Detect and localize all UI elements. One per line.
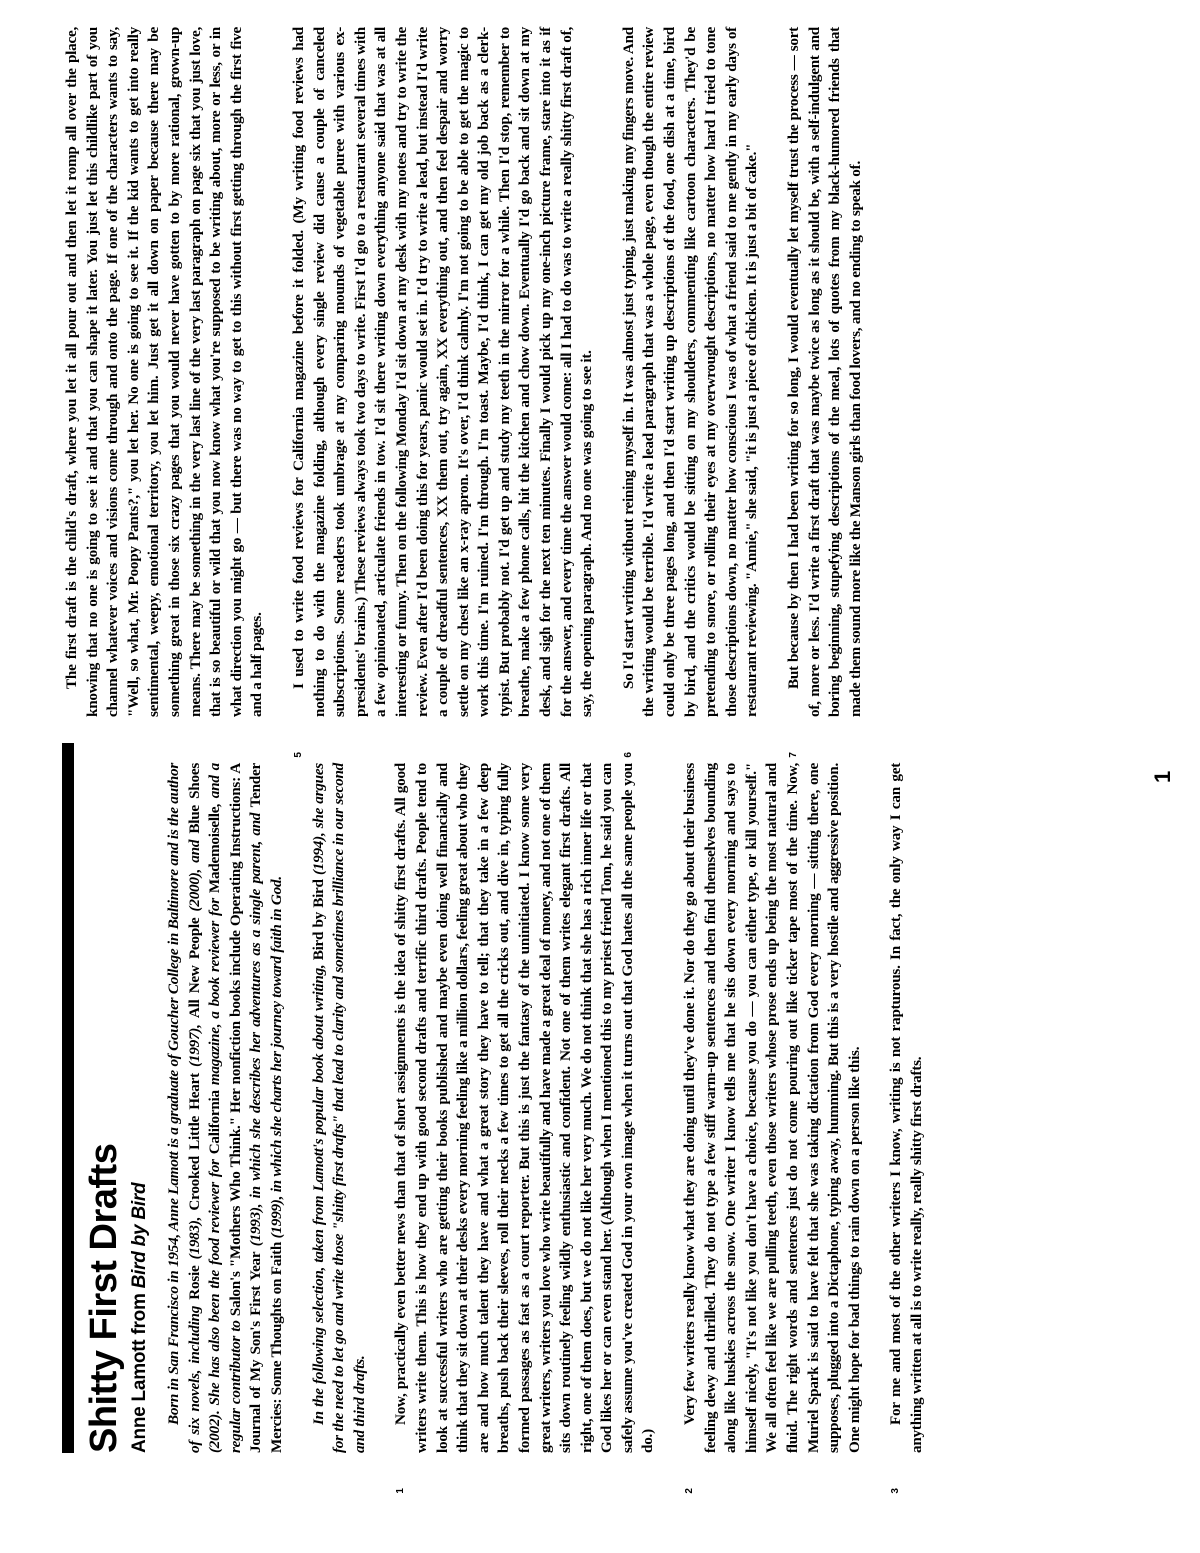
paragraph-7 — [784, 27, 866, 758]
paragraph-6 — [619, 27, 763, 758]
paragraph-5 — [289, 27, 598, 758]
right-column — [62, 27, 887, 758]
paragraph-number: 2 — [684, 1488, 696, 1494]
byline-book: Bird by Bird — [129, 1182, 150, 1289]
byline-author: Anne Lamott from — [129, 1288, 150, 1453]
paragraph-text: Now, practically even better news than that of short assignments is the idea of shitty first drafts. All good writers write them. This is how they end up with good second drafts and terrific third drafts. People tend to look at successful writers who are getting their books published and maybe even doing well financially and think that they sit down at their desks every morning feeling like a million dollars, feeling great about who they are and how much talent they have and what a great story they have to tell; that they take in a few deep breaths, push back their sleeves, roll their necks a few times to get all the cricks out, and dive in, typing fully formed passages as fast as a court reporter. But this is just the fantasy of the uninitiated. I know some very great writers, writers you love who write beautifully and have made a great deal of money, and not one of them sits down routinely feeling wildly enthusiastic and confident. Not one of them writes elegant first drafts. All right, one of them does, but we do not like her very much. We do not think that she has a rich inner life or that God likes her or can even stand her. (Although when I mentioned this to my priest friend Tom, he said you can safely assume you've created God in your own image when it turns out that God hates all the same people you do.) — [392, 763, 657, 1453]
selection-intro: In the following selection, taken from Lamott's popular book about writing, Bird by Bird (1994), she argues for the need to let go and write those "shitty first drafts" that lead to clarity and sometimes brilliance in our second and third drafts. — [309, 763, 368, 1453]
paragraph-4 — [62, 27, 268, 758]
title-rule — [62, 743, 74, 1453]
paragraph-number: 1 — [395, 1488, 407, 1494]
paragraph-text: For me and most of the other writers I know, writing is not rapturous. In fact, the only way I can get anything written at all is to write really, really shitty first drafts. — [887, 763, 925, 1453]
paragraph-text: But because by then I had been writing for so long, I would eventually let myself trust the process — sort of, more or less. I'd write a first draft that was maybe twice as long as it should be, with a self-indulgent and boring beginning, stupefying descriptions of the meal, lots of quotes from my black-humored friends that made them sound more like the Manson girls than food lovers, and no ending to speak of. — [785, 27, 864, 717]
paragraph-text: I used to write food reviews for California magazine before it folded. (My writing food reviews had nothing to do with the magazine folding, although every single review did cause a couple of canceled subscriptions. Some readers took umbrage at my comparing mounds of vegetable puree with various ex-presidents' brains.) These reviews always took two days to write. First I'd go to a restaurant several times with a few opinionated, articulate friends in tow. I'd sit there writing down everything anyone said that was at all interesting or funny. Then on the following Monday I'd sit down at my desk with my notes and try to write the review. Even after I'd been doing this for years, panic would set in. I'd try to write a lead, but instead I'd write a couple of dreadful sentences, XX them out, try again, XX everything out, and then feel despair and worry settle on my chest like an x-ray apron. It's over, I'd think calmly. I'm not going to be able to get the magic to work this time. I'm ruined. I'm through. I'm toast. Maybe, I'd think, I can get my old job back as a clerk-typist. But probably not. I'd get up and study my teeth in the mirror for a while. Then I'd stop, remember to breathe, make a few phone calls, hit the kitchen and chow down. Eventually I'd go back and sit down at my desk, and sigh for the next ten minutes. Finally I would pick up my one-inch picture frame, stare into it as if for the answer, and every time the answer would come: all I had to do was to write a really shitty first draft of, say, the opening paragraph. And no one was going to see it. — [289, 27, 596, 717]
paragraph-number: 3 — [890, 1488, 902, 1494]
paragraph-text: Very few writers really know what they are doing until they've done it. Nor do they go about their business feeling dewy and thrilled. They do not type a few stiff warm-up sentences and then find themselves bounding along like huskies across the snow. One writer I know tells me that he sits down every morning and says to himself nicely, "It's not like you don't have a choice, because you do — you can either type, or kill yourself." We all often feel like we are pulling teeth, even those writers whose prose ends up being the most natural and fluid. The right words and sentences just do not come pouring out like ticker tape most of the time. Now, Muriel Spark is said to have felt that she was taking dictation from God every morning — sitting there, one supposes, plugged into a Dictaphone, typing away, humming. But this is a very hostile and aggressive position. One might hope for bad things to rain down on a person like this. — [681, 763, 863, 1453]
page-number: 1 — [1150, 770, 1175, 783]
paragraph-1 — [391, 763, 659, 1494]
left-column — [62, 762, 949, 1494]
article-byline — [128, 763, 152, 1453]
paragraph-number: 4 — [66, 752, 77, 758]
paragraph-2 — [680, 763, 865, 1494]
paragraph-text: So I'd start writing without reining myself in. It was almost just typing, just making my fingers move. And the writing would be terrible. I'd write a lead paragraph that was a whole page, even though the entire review could only be three pages long, and then I'd start writing up descriptions of the food, one dish at a time, bird by bird, and the critics would be sitting on my shoulders, commenting like cartoon characters. They'd be pretending to snore, or rolling their eyes at my overwrought descriptions, no matter how hard I tried to tone those descriptions down, no matter how conscious I was of what a friend said to me gently in my early days of restaurant reviewing. "Annie," she said, "it is just a piece of chicken. It is just a bit of cake." — [619, 27, 761, 717]
paragraph-text: The first draft is the child's draft, where you let it all pour out and then let it romp all over the place, knowing that no one is going to see it and that you can shape it later. You just let this childlike part of you channel whatever voices and visions come through and onto the page. If one of the characters wants to say, "Well, so what, Mr. Poopy Pants?," you let her. No one is going to see it. If the kid wants to get into really sentimental, weepy, emotional territory, you let him. Just get it all down on paper because there may be something great in those six crazy pages that you would never have gotten to by more rational, grown-up means. There may be something in the very last line of the very last paragraph on page six that you just love, that is so beautiful or wild that you now know what you're supposed to be writing about, more or less, or in what direction you might go — but there was no way to get to this without first getting through the first five and a half pages. — [63, 27, 266, 717]
paragraph-3 — [886, 763, 927, 1494]
paragraph-number: 6 — [622, 752, 634, 758]
author-bio: Born in San Francisco in 1954, Anne Lamott is a graduate of Goucher College in Baltimore and is the author of six novels, including Rosie (1983), Crooked Little Heart (1997), All New People (2000), and Blue Shoes (2002). She has also been the food reviewer for California magazine, a book reviewer for Mademoiselle, and a regular contributor to Salon's "Mothers Who Think." Her nonfiction books include Operating Instructions: A Journal of My Son's First Year (1993), in which she describes her adventures as a single parent, and Tender Mercies: Some Thoughts on Faith (1999), in which she charts her journey toward faith in God. — [165, 762, 285, 1453]
paragraph-number: 7 — [788, 752, 799, 758]
paragraph-number: 5 — [292, 752, 304, 758]
article-title: Shitty First Drafts — [83, 1143, 125, 1453]
